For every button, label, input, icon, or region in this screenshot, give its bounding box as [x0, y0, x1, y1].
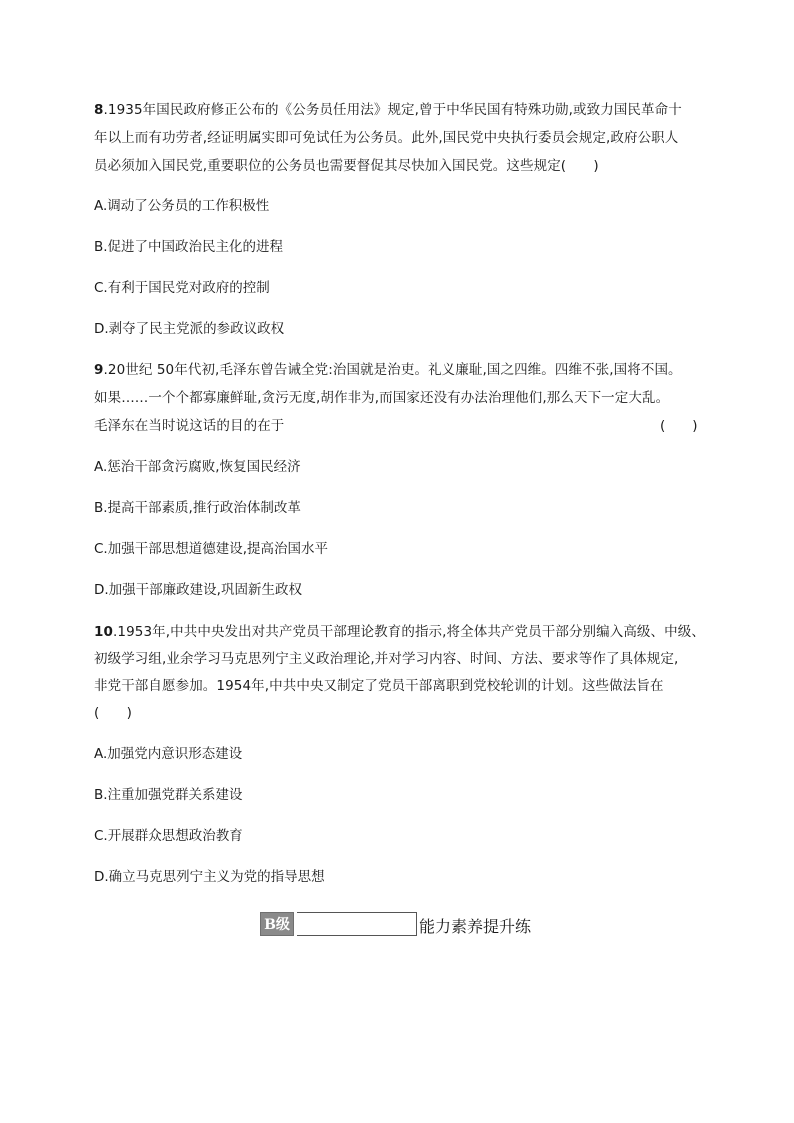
question-10-option-b: B.注重加强党群关系建设	[94, 787, 243, 803]
question-9-option-b: B.提高干部素质,推行政治体制改革	[94, 500, 301, 516]
question-9-answer-paren: ( )	[660, 418, 698, 434]
question-9-option-c: C.加强干部思想道德建设,提高治国水平	[94, 541, 329, 557]
question-10-option-c: C.开展群众思想政治教育	[94, 828, 243, 844]
question-10-line-2: 初级学习组,业余学习马克思列宁主义政治理论,并对学习内容、时间、方法、要求等作了具体规定,	[94, 651, 679, 667]
question-10-line-3: 非党干部自愿参加。1954年,中共中央又制定了党员干部离职到党校轮训的计划。这些做法旨在	[94, 678, 664, 694]
question-10-line-1	[94, 622, 705, 642]
question-9-line-2: 如果……一个个都寡廉鲜耻,贪污无度,胡作非为,而国家还没有办法治理他们,那么天下一定大乱。	[94, 390, 670, 406]
question-number: 9	[94, 362, 104, 378]
question-10-option-a: A.加强党内意识形态建设	[94, 746, 243, 762]
question-8-line-3: 员必须加入国民党,重要职位的公务员也需要督促其尽快加入国民党。这些规定( )	[94, 158, 599, 174]
question-8-option-c: C.有利于国民党对政府的控制	[94, 280, 270, 296]
question-10-option-d: D.确立马克思列宁主义为党的指导思想	[94, 869, 325, 885]
question-number: 10	[94, 624, 113, 640]
question-text: .20世纪 50年代初,毛泽东曾告诫全党:治国就是治吏。礼义廉耻,国之四维。四维不张,国将不国。	[103, 362, 682, 378]
question-9-line-1	[94, 360, 682, 380]
question-8-option-b: B.促进了中国政治民主化的进程	[94, 239, 284, 255]
section-title: 能力素养提升练	[419, 917, 532, 936]
question-8-line-2: 年以上而有功劳者,经证明属实即可免试任为公务员。此外,国民党中央执行委员会规定,政府公职人	[94, 130, 679, 146]
question-10-line-4: ( )	[94, 705, 132, 721]
question-8-line-1	[94, 100, 682, 120]
question-8-option-a: A.调动了公务员的工作积极性	[94, 198, 270, 214]
question-9-option-d: D.加强干部廉政建设,巩固新生政权	[94, 582, 302, 598]
question-8-option-d: D.剥夺了民主党派的参政议政权	[94, 321, 285, 337]
section-header	[260, 910, 531, 938]
question-9-line-3: 毛泽东在当时说这话的目的在于	[94, 418, 285, 434]
question-number: 8	[94, 102, 104, 118]
question-text: .1953年,中共中央发出对共产党员干部理论教育的指示,将全体共产党员干部分别编入高级、中级、	[113, 624, 705, 640]
question-text: .1935年国民政府修正公布的《公务员任用法》规定,曾于中华民国有特殊功勋,或致力国民革命十	[103, 102, 682, 118]
question-9-option-a: A.惩治干部贪污腐败,恢复国民经济	[94, 459, 301, 475]
level-badge: B级	[260, 912, 294, 936]
fill-in-blank-box	[297, 912, 417, 936]
